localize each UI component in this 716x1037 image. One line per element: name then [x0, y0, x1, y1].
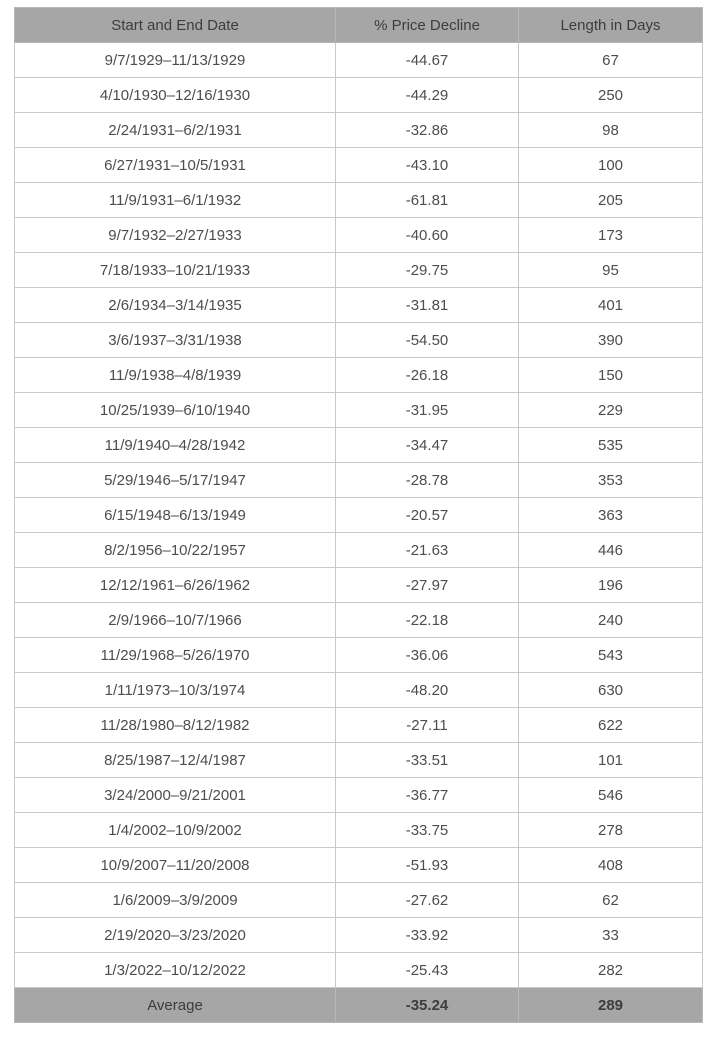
table-row	[15, 78, 703, 113]
header-start-end-date: Start and End Date	[15, 8, 336, 43]
average-row	[15, 988, 703, 1023]
date-range-cell: 7/18/1933–10/21/1933	[15, 253, 336, 288]
price-decline-cell: -20.57	[336, 498, 519, 533]
table-row	[15, 288, 703, 323]
length-in-days-cell: 150	[519, 358, 703, 393]
table-row	[15, 568, 703, 603]
date-range-cell: 11/9/1940–4/28/1942	[15, 428, 336, 463]
table-row	[15, 183, 703, 218]
header-length-in-days: Length in Days	[519, 8, 703, 43]
length-in-days-cell: 543	[519, 638, 703, 673]
date-range-cell: 9/7/1929–11/13/1929	[15, 43, 336, 78]
date-range-cell: 1/3/2022–10/12/2022	[15, 953, 336, 988]
date-range-cell: 10/9/2007–11/20/2008	[15, 848, 336, 883]
table-row	[15, 218, 703, 253]
length-in-days-cell: 282	[519, 953, 703, 988]
date-range-cell: 2/6/1934–3/14/1935	[15, 288, 336, 323]
price-decline-cell: -61.81	[336, 183, 519, 218]
price-decline-cell: -44.67	[336, 43, 519, 78]
table-row	[15, 673, 703, 708]
length-in-days-cell: 446	[519, 533, 703, 568]
length-in-days-cell: 173	[519, 218, 703, 253]
price-decline-cell: -40.60	[336, 218, 519, 253]
table-row	[15, 323, 703, 358]
date-range-cell: 4/10/1930–12/16/1930	[15, 78, 336, 113]
date-range-cell: 1/6/2009–3/9/2009	[15, 883, 336, 918]
date-range-cell: 10/25/1939–6/10/1940	[15, 393, 336, 428]
date-range-cell: 3/24/2000–9/21/2001	[15, 778, 336, 813]
length-in-days-cell: 250	[519, 78, 703, 113]
table-body	[15, 43, 703, 988]
table-row	[15, 533, 703, 568]
length-in-days-cell: 62	[519, 883, 703, 918]
price-decline-cell: -33.92	[336, 918, 519, 953]
table-row	[15, 253, 703, 288]
header-price-decline: % Price Decline	[336, 8, 519, 43]
price-decline-cell: -48.20	[336, 673, 519, 708]
table-row	[15, 43, 703, 78]
price-decline-cell: -33.75	[336, 813, 519, 848]
table-row	[15, 393, 703, 428]
price-decline-cell: -31.81	[336, 288, 519, 323]
average-label: Average	[15, 988, 336, 1023]
table-row	[15, 813, 703, 848]
price-decline-cell: -34.47	[336, 428, 519, 463]
price-decline-cell: -25.43	[336, 953, 519, 988]
price-decline-cell: -32.86	[336, 113, 519, 148]
price-decline-cell: -27.97	[336, 568, 519, 603]
table-row	[15, 778, 703, 813]
average-length-in-days: 289	[519, 988, 703, 1023]
length-in-days-cell: 401	[519, 288, 703, 323]
date-range-cell: 9/7/1932–2/27/1933	[15, 218, 336, 253]
date-range-cell: 8/2/1956–10/22/1957	[15, 533, 336, 568]
date-range-cell: 2/9/1966–10/7/1966	[15, 603, 336, 638]
length-in-days-cell: 33	[519, 918, 703, 953]
table-header-row	[15, 8, 703, 43]
table-row	[15, 883, 703, 918]
date-range-cell: 1/4/2002–10/9/2002	[15, 813, 336, 848]
date-range-cell: 8/25/1987–12/4/1987	[15, 743, 336, 778]
table-row	[15, 918, 703, 953]
price-decline-cell: -31.95	[336, 393, 519, 428]
table-row	[15, 708, 703, 743]
date-range-cell: 5/29/1946–5/17/1947	[15, 463, 336, 498]
price-decline-cell: -43.10	[336, 148, 519, 183]
table-row	[15, 463, 703, 498]
date-range-cell: 11/29/1968–5/26/1970	[15, 638, 336, 673]
price-decline-cell: -27.62	[336, 883, 519, 918]
table-row	[15, 603, 703, 638]
table-row	[15, 358, 703, 393]
length-in-days-cell: 196	[519, 568, 703, 603]
length-in-days-cell: 390	[519, 323, 703, 358]
length-in-days-cell: 229	[519, 393, 703, 428]
price-decline-cell: -33.51	[336, 743, 519, 778]
date-range-cell: 11/9/1931–6/1/1932	[15, 183, 336, 218]
price-decline-cell: -28.78	[336, 463, 519, 498]
table-row	[15, 638, 703, 673]
table-row	[15, 148, 703, 183]
date-range-cell: 3/6/1937–3/31/1938	[15, 323, 336, 358]
price-decline-cell: -51.93	[336, 848, 519, 883]
date-range-cell: 11/28/1980–8/12/1982	[15, 708, 336, 743]
length-in-days-cell: 205	[519, 183, 703, 218]
date-range-cell: 2/19/2020–3/23/2020	[15, 918, 336, 953]
price-decline-cell: -36.77	[336, 778, 519, 813]
length-in-days-cell: 546	[519, 778, 703, 813]
length-in-days-cell: 353	[519, 463, 703, 498]
table-row	[15, 428, 703, 463]
table-row	[15, 953, 703, 988]
date-range-cell: 1/11/1973–10/3/1974	[15, 673, 336, 708]
price-decline-cell: -21.63	[336, 533, 519, 568]
price-decline-cell: -36.06	[336, 638, 519, 673]
price-decline-cell: -44.29	[336, 78, 519, 113]
price-decline-cell: -26.18	[336, 358, 519, 393]
table-row	[15, 743, 703, 778]
date-range-cell: 6/27/1931–10/5/1931	[15, 148, 336, 183]
length-in-days-cell: 240	[519, 603, 703, 638]
price-decline-cell: -27.11	[336, 708, 519, 743]
average-price-decline: -35.24	[336, 988, 519, 1023]
length-in-days-cell: 95	[519, 253, 703, 288]
table-row	[15, 498, 703, 533]
length-in-days-cell: 278	[519, 813, 703, 848]
date-range-cell: 2/24/1931–6/2/1931	[15, 113, 336, 148]
length-in-days-cell: 363	[519, 498, 703, 533]
length-in-days-cell: 535	[519, 428, 703, 463]
table-row	[15, 848, 703, 883]
table-row	[15, 113, 703, 148]
length-in-days-cell: 630	[519, 673, 703, 708]
price-decline-cell: -54.50	[336, 323, 519, 358]
length-in-days-cell: 408	[519, 848, 703, 883]
length-in-days-cell: 98	[519, 113, 703, 148]
price-decline-cell: -22.18	[336, 603, 519, 638]
length-in-days-cell: 100	[519, 148, 703, 183]
date-range-cell: 12/12/1961–6/26/1962	[15, 568, 336, 603]
date-range-cell: 11/9/1938–4/8/1939	[15, 358, 336, 393]
price-decline-cell: -29.75	[336, 253, 519, 288]
date-range-cell: 6/15/1948–6/13/1949	[15, 498, 336, 533]
length-in-days-cell: 101	[519, 743, 703, 778]
length-in-days-cell: 67	[519, 43, 703, 78]
length-in-days-cell: 622	[519, 708, 703, 743]
bear-markets-table	[14, 7, 703, 1023]
